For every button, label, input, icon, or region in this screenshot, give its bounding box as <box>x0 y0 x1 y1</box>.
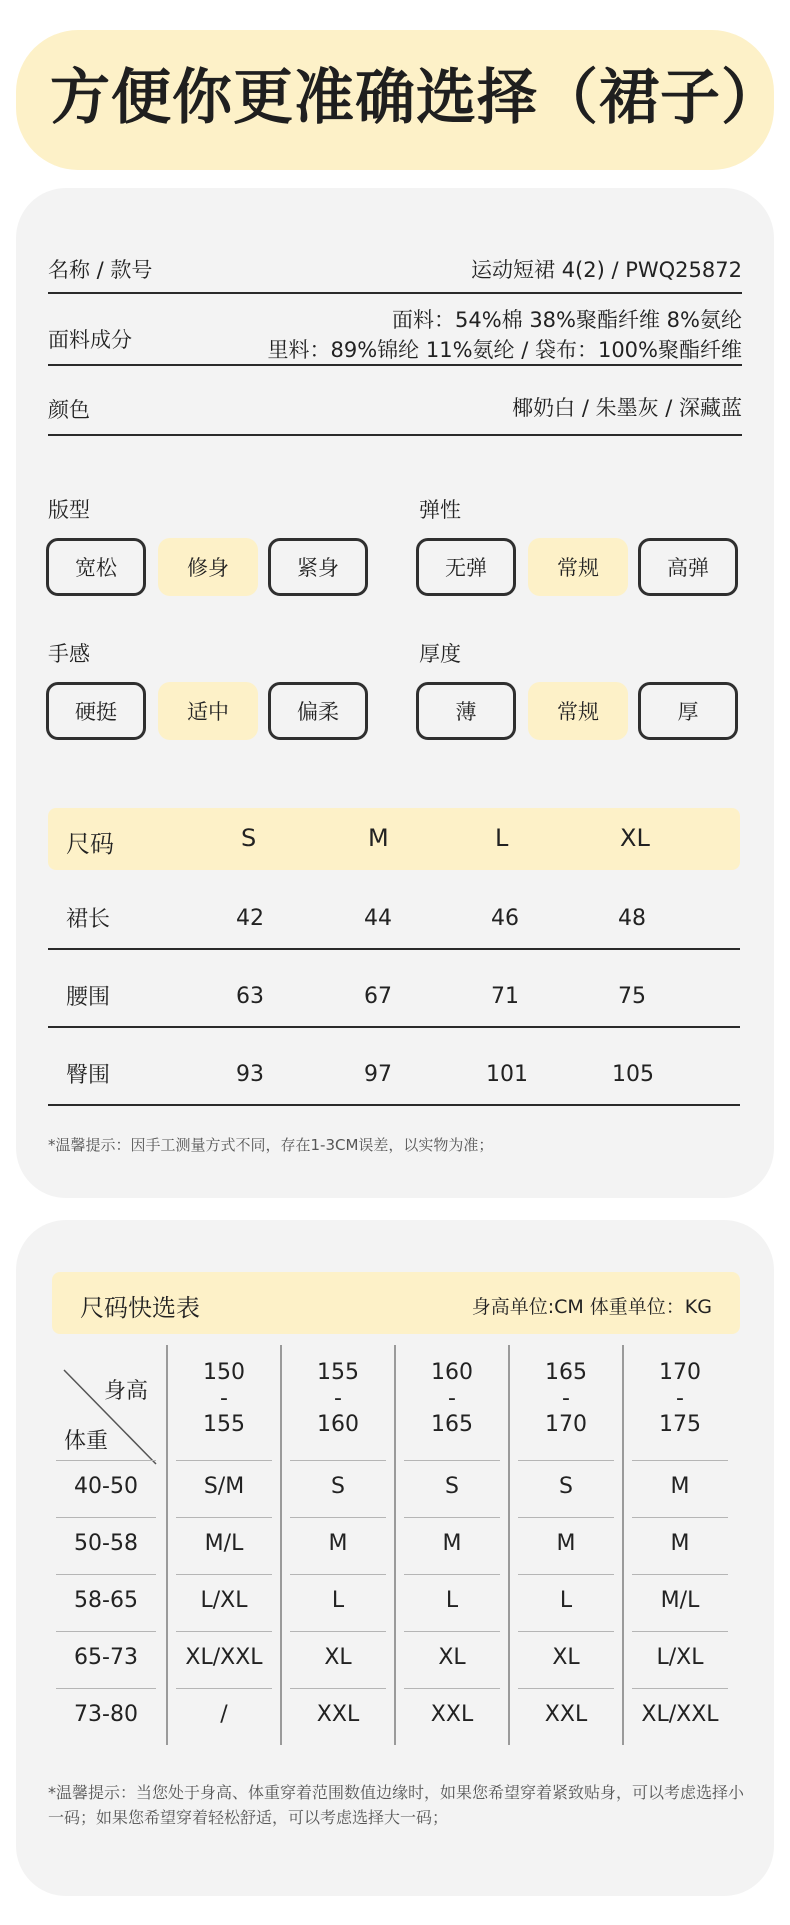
divider <box>632 1631 728 1632</box>
table-cell: 67 <box>364 984 392 1009</box>
quick-size-card <box>16 1220 774 1896</box>
color-label: 颜色 <box>48 398 90 422</box>
divider <box>290 1517 386 1518</box>
table-cell: 42 <box>236 906 264 931</box>
weight-label: 65-73 <box>74 1645 138 1670</box>
row-label-hip: 臀围 <box>66 1063 111 1088</box>
product-info-card <box>16 188 774 1198</box>
weight-label: 58-65 <box>74 1588 138 1613</box>
feel-option-stiff: 硬挺 <box>46 682 146 740</box>
table-cell: 71 <box>491 984 519 1009</box>
divider <box>176 1631 272 1632</box>
divider <box>290 1688 386 1689</box>
quick-size-title: 尺码快选表 <box>80 1294 200 1322</box>
divider <box>290 1631 386 1632</box>
divider <box>290 1574 386 1575</box>
divider <box>404 1688 500 1689</box>
divider <box>56 1688 156 1689</box>
table-cell: XL <box>324 1645 352 1670</box>
table-cell: 97 <box>364 1062 392 1087</box>
quick-size-header <box>52 1272 740 1334</box>
weight-label: 73-80 <box>74 1702 138 1727</box>
table-cell: M <box>328 1531 348 1556</box>
table-cell: / <box>220 1702 228 1727</box>
weight-label: 50-58 <box>74 1531 138 1556</box>
height-header-dash: - <box>562 1386 570 1411</box>
divider <box>56 1574 156 1575</box>
fit-option-loose: 宽松 <box>46 538 146 596</box>
fit-option-slim: 修身 <box>158 538 258 596</box>
table-cell: L <box>559 1588 573 1613</box>
feel-title: 手感 <box>48 642 90 666</box>
table-cell: 101 <box>486 1062 528 1087</box>
height-header-to: 175 <box>659 1412 701 1437</box>
row-label-length: 裙长 <box>66 907 111 932</box>
height-header-dash: - <box>448 1386 456 1411</box>
divider <box>56 1631 156 1632</box>
name-label: 名称 / 款号 <box>48 258 153 282</box>
divider <box>518 1688 614 1689</box>
table-cell: XL <box>438 1645 466 1670</box>
height-header-from: 160 <box>431 1360 473 1385</box>
thickness-title: 厚度 <box>419 642 461 666</box>
elasticity-option-high: 高弹 <box>638 538 738 596</box>
thickness-option-normal: 常规 <box>528 682 628 740</box>
table-cell: XXL <box>544 1702 588 1727</box>
size-header-xl: XL <box>620 824 650 852</box>
divider <box>518 1631 614 1632</box>
divider <box>518 1460 614 1461</box>
table-cell: 75 <box>618 984 646 1009</box>
divider <box>632 1574 728 1575</box>
table-cell: XL/XXL <box>641 1702 719 1727</box>
divider <box>56 1460 156 1461</box>
table-cell: 44 <box>364 906 392 931</box>
height-header-dash: - <box>334 1386 342 1411</box>
height-header-to: 160 <box>317 1412 359 1437</box>
divider <box>176 1517 272 1518</box>
height-header-dash: - <box>220 1386 228 1411</box>
unit-text: 身高单位:CM 体重单位：KG <box>471 1296 712 1318</box>
divider <box>404 1574 500 1575</box>
divider <box>632 1517 728 1518</box>
divider <box>48 292 742 294</box>
table-cell: 105 <box>612 1062 654 1087</box>
divider <box>518 1517 614 1518</box>
table-cell: M/L <box>204 1531 244 1556</box>
table-cell: M/L <box>660 1588 700 1613</box>
feel-option-soft: 偏柔 <box>268 682 368 740</box>
table-cell: 46 <box>491 906 519 931</box>
table-cell: L/XL <box>656 1645 704 1670</box>
table-cell: L <box>445 1588 459 1613</box>
table-cell: S <box>331 1474 345 1499</box>
height-header-from: 150 <box>203 1360 245 1385</box>
fit-option-tight: 紧身 <box>268 538 368 596</box>
table-cell: M <box>670 1474 690 1499</box>
divider <box>404 1517 500 1518</box>
thickness-option-thick: 厚 <box>638 682 738 740</box>
divider <box>176 1688 272 1689</box>
divider <box>48 948 740 950</box>
table-cell: XL <box>552 1645 580 1670</box>
table-cell: S <box>559 1474 573 1499</box>
fabric-line-1: 面料：54%棉 38%聚酯纤维 8%氨纶 <box>391 308 742 332</box>
table-cell: 63 <box>236 984 264 1009</box>
height-header-from: 165 <box>545 1360 587 1385</box>
color-value: 椰奶白 / 朱墨灰 / 深藏蓝 <box>512 396 742 420</box>
table-cell: 93 <box>236 1062 264 1087</box>
feel-option-medium: 适中 <box>158 682 258 740</box>
fabric-label: 面料成分 <box>48 328 132 352</box>
table-cell: M <box>442 1531 462 1556</box>
elasticity-title: 弹性 <box>419 498 461 522</box>
height-header-to: 155 <box>203 1412 245 1437</box>
size-header-l: L <box>495 824 509 852</box>
height-header-to: 170 <box>545 1412 587 1437</box>
height-header-from: 170 <box>659 1360 701 1385</box>
height-header-dash: - <box>676 1386 684 1411</box>
elasticity-option-none: 无弹 <box>416 538 516 596</box>
size-header-s: S <box>241 824 257 852</box>
row-label-waist: 腰围 <box>66 985 111 1010</box>
table-cell: XXL <box>430 1702 474 1727</box>
quick-size-note: *温馨提示：当您处于身高、体重穿着范围数值边缘时，如果您希望穿着紧致贴身，可以考虑选择小一码；如果您希望穿着轻松舒适，可以考虑选择大一码； <box>48 1783 745 1827</box>
divider <box>404 1460 500 1461</box>
table-cell: L/XL <box>200 1588 248 1613</box>
measurement-note: *温馨提示：因手工测量方式不同，存在1-3CM误差，以实物为准； <box>48 1136 494 1154</box>
divider <box>404 1631 500 1632</box>
table-cell: L <box>331 1588 345 1613</box>
divider <box>632 1460 728 1461</box>
divider <box>632 1688 728 1689</box>
page-title: 方便你更准确选择（裙子） <box>50 63 782 133</box>
divider <box>48 1026 740 1028</box>
height-header-from: 155 <box>317 1360 359 1385</box>
divider <box>518 1574 614 1575</box>
divider <box>290 1460 386 1461</box>
divider <box>56 1517 156 1518</box>
size-header-m: M <box>368 824 389 852</box>
table-cell: M <box>670 1531 690 1556</box>
height-header-to: 165 <box>431 1412 473 1437</box>
table-cell: M <box>556 1531 576 1556</box>
table-cell: S/M <box>203 1474 245 1499</box>
divider <box>48 364 742 366</box>
divider <box>176 1574 272 1575</box>
fit-title: 版型 <box>48 498 90 522</box>
fabric-line-2: 里料：89%锦纶 11%氨纶 / 袋布：100%聚酯纤维 <box>267 338 742 362</box>
table-cell: S <box>445 1474 459 1499</box>
divider <box>48 434 742 436</box>
thickness-option-thin: 薄 <box>416 682 516 740</box>
weight-label: 40-50 <box>74 1474 138 1499</box>
title-banner <box>16 30 782 170</box>
size-header-label: 尺码 <box>66 830 114 858</box>
corner-height-label: 身高 <box>104 1379 149 1404</box>
divider <box>48 1104 740 1106</box>
corner-weight-label: 体重 <box>64 1429 109 1454</box>
table-cell: XL/XXL <box>185 1645 263 1670</box>
table-cell: 48 <box>618 906 646 931</box>
elasticity-option-normal: 常规 <box>528 538 628 596</box>
table-cell: XXL <box>316 1702 360 1727</box>
divider <box>176 1460 272 1461</box>
name-value: 运动短裙 4(2) / PWQ25872 <box>471 258 742 282</box>
